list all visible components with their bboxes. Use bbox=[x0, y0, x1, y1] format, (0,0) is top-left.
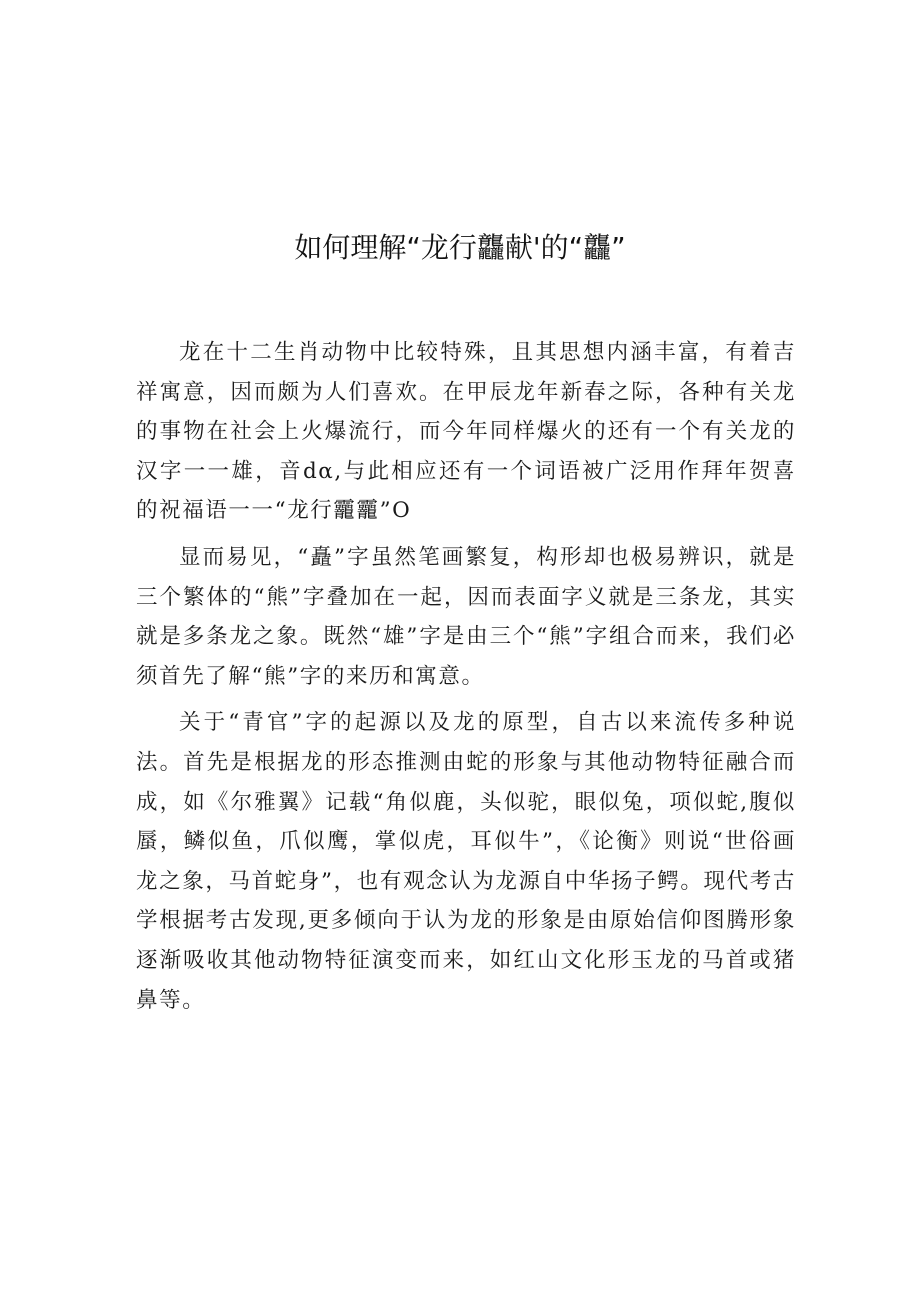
document-title: 如何理解“龙行龘献'的“龘” bbox=[294, 231, 626, 264]
paragraph-2: 显而易见，“矗”字虽然笔画繁复，构形却也极易辨识，就是三个繁体的“熊”字叠加在一起，因而表面字义就是三条龙，其实就是多条龙之象。既然“雄”字是由三个“熊”字组合而来，我们必须首先了解“熊”字的来历和寓意。 bbox=[136, 544, 796, 689]
document-body bbox=[136, 333, 796, 1027]
paragraph-1: 龙在十二生肖动物中比较特殊，且其思想内涵丰富，有着吉祥寓意，因而颇为人们喜欢。在甲辰龙年新春之际，各种有关龙的事物在社会上火爆流行，而今年同样爆火的还有一个有关龙的汉字一一雄，音dα,与此相应还有一个词语被广泛用作拜年贺喜的祝福语一一“龙行龗龗”O bbox=[136, 340, 796, 524]
paragraph-3: 关于“青官”字的起源以及龙的原型，自古以来流传多种说法。首先是根据龙的形态推测由蛇的形象与其他动物特征融合而成，如《尔雅翼》记载“角似鹿，头似驼，眼似兔，项似蛇,腹似蜃，鳞似鱼，爪似鹰，掌似虎，耳似牛”，《论衡》则说“世俗画龙之象，马首蛇身”，也有观念认为龙源自中华扬子鳄。现代考古学根据考古发现,更多倾向于认为龙的形象是由原始信仰图腾形象逐渐吸收其他动物特征演变而来，如红山文化形玉龙的马首或猪鼻等。 bbox=[136, 710, 796, 1013]
